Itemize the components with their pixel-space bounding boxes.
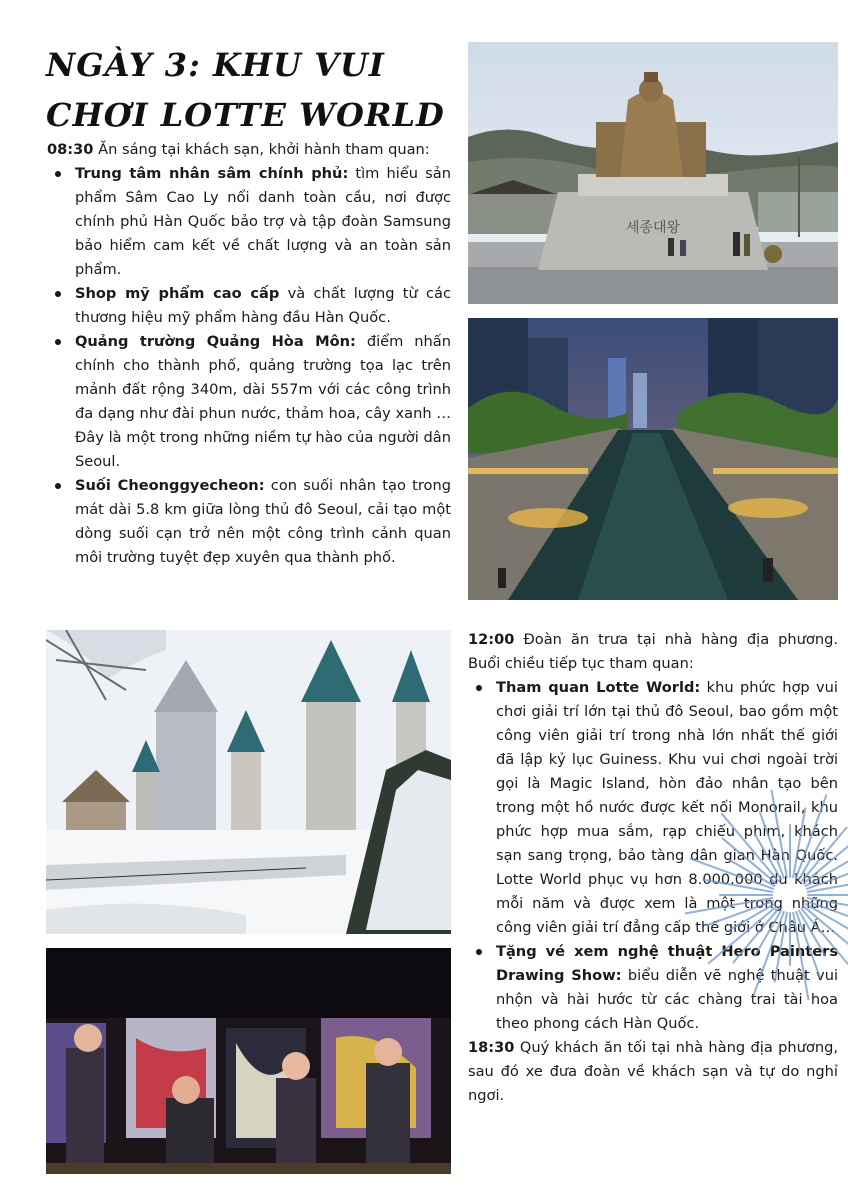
cheonggyecheon-stream-photo (468, 318, 838, 600)
item-text: điểm nhấn chính cho thành phố, quảng trường tọa lạc trên mảnh đất rộng 340m, dài 557m với các công trình đa dạng như đài phun nước, thảm hoa, cây xanh … Đây là một trong những niềm tự hào của người dân Seoul. (75, 333, 452, 470)
noon-list (468, 676, 838, 1036)
statue-sign-text: 세종대왕 (625, 220, 681, 236)
item-text: con suối nhân tạo trong mát dài 5.8 km giữa lòng thủ đô Seoul, cải tạo một dòng suối cạn trở nên một công trình cảnh quan môi trường tuyệt đẹp xuyên qua thành phố. (75, 477, 451, 566)
morning-intro (47, 138, 451, 162)
hero-painters-show-photo (46, 948, 451, 1174)
list-item (496, 940, 838, 1036)
item-label: Trung tâm nhân sâm chính phủ: (75, 165, 349, 182)
list-item (75, 282, 451, 330)
list-item (75, 162, 451, 282)
lotte-world-castle-photo (46, 630, 451, 934)
king-sejong-statue-photo (468, 42, 838, 304)
noon-intro (468, 628, 838, 676)
list-item (75, 330, 451, 474)
item-text: và chất lượng từ các thương hiệu mỹ phẩm hàng đầu Hàn Quốc. (75, 285, 451, 326)
item-label: Shop mỹ phẩm cao cấp (75, 285, 280, 302)
evening-paragraph (468, 1036, 838, 1108)
morning-schedule (47, 138, 451, 570)
morning-time: 08:30 (47, 141, 94, 158)
item-label: Tham quan Lotte World: (496, 679, 701, 696)
item-text: tìm hiểu sản phẩm Sâm Cao Ly nổi danh toàn cầu, nơi được chính phủ Hàn Quốc bảo trợ và tập đoàn Samsung bảo hiểm cam kết về chất lượng và an toàn sản phẩm. (75, 165, 451, 278)
page-title: NGÀY 3: KHU VUI CHƠI LOTTE WORLD (46, 46, 445, 134)
afternoon-schedule (468, 628, 838, 1108)
item-text: biểu diễn vẽ nghệ thuật vui nhộn và hài hước từ các chàng trai tài hoa theo phong cách Hàn Quốc. (496, 967, 838, 1032)
morning-intro-text: Ăn sáng tại khách sạn, khởi hành tham quan: (93, 141, 430, 158)
evening-text: Quý khách ăn tối tại nhà hàng địa phương, sau đó xe đưa đoàn về khách sạn và tự do nghỉ ngơi. (468, 1039, 838, 1104)
list-item (496, 676, 838, 940)
item-text: khu phức hợp vui chơi giải trí lớn tại thủ đô Seoul, bao gồm một công viên giải trí trong nhà lớn nhất thế giới đã lập kỷ lục Guiness. Khu vui chơi ngoài trời gọi là Magic Island, hòn đảo nhân tạo bên trong một hồ nước được kết nối Monorail, khu phức hợp mua sắm, rạp chiếu phim, khách sạn sang trọng, bảo tàng dân gian Hàn Quốc. Lotte World phục vụ hơn 8.000.000 du khách mỗi năm và được xem là một trong những công viên giải trí đẳng cấp thế giới ở Châu Á… (496, 679, 838, 936)
item-label: Quảng trường Quảng Hòa Môn: (75, 333, 356, 350)
item-label: Tặng vé xem nghệ thuật Hero Painters Drawing Show: (496, 943, 838, 984)
noon-time: 12:00 (468, 631, 515, 648)
item-label: Suối Cheonggyecheon: (75, 477, 265, 494)
morning-list (47, 162, 451, 570)
evening-time: 18:30 (468, 1039, 515, 1056)
list-item (75, 474, 451, 570)
noon-intro-text: Đoàn ăn trưa tại nhà hàng địa phương. Buổi chiều tiếp tục tham quan: (468, 631, 838, 672)
